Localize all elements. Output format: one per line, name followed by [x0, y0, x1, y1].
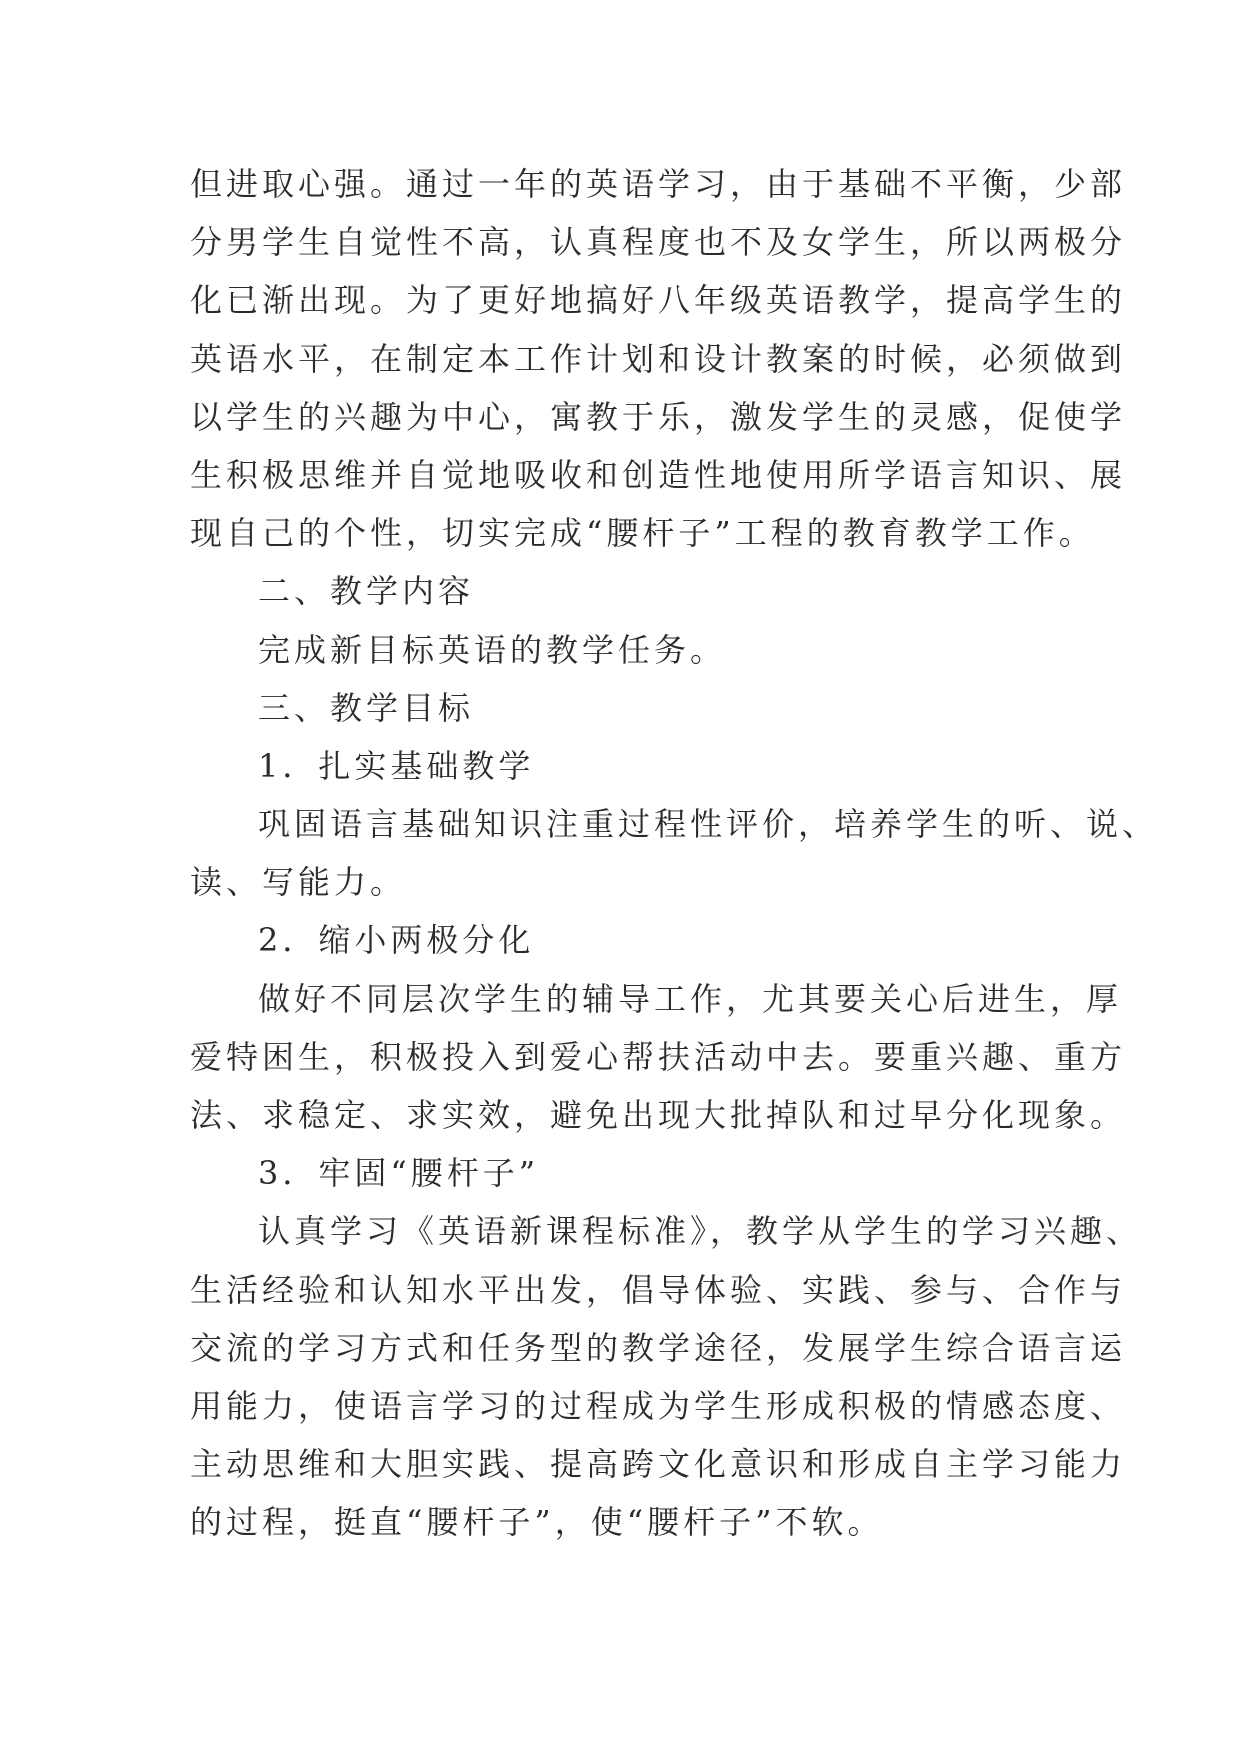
- paragraph-line: 交流的学习方式和任务型的教学途径，发展学生综合语言运: [190, 1328, 1127, 1367]
- section-heading-teaching-content: 二、教学内容: [258, 572, 475, 611]
- subheading-narrow-gap: 2．缩小两极分化: [258, 921, 535, 960]
- paragraph-line: 但进取心强。通过一年的英语学习，由于基础不平衡，少部: [190, 165, 1127, 203]
- paragraph-line: 读、写能力。: [190, 863, 407, 902]
- paragraph-line: 认真学习《英语新课程标准》，教学从学生的学习兴趣、: [258, 1212, 1143, 1251]
- subheading-backbone: 3．牢固“腰杆子”: [258, 1154, 540, 1193]
- document-body: [190, 155, 1159, 1552]
- section-heading-teaching-goals: 三、教学目标: [258, 688, 475, 727]
- paragraph-line: 做好不同层次学生的辅导工作，尤其要关心后进生，厚: [258, 979, 1123, 1018]
- paragraph-line: 化已渐出现。为了更好地搞好八年级英语教学，提高学生的: [190, 281, 1127, 320]
- paragraph-line: 法、求稳定、求实效，避免出现大批掉队和过早分化现象。: [190, 1096, 1127, 1134]
- paragraph-line: 用能力，使语言学习的过程成为学生形成积极的情感态度、: [190, 1386, 1127, 1425]
- subheading-basics: 1．扎实基础教学: [258, 746, 535, 785]
- paragraph-line: 的过程，挺直“腰杆子”，使“腰杆子”不软。: [190, 1503, 884, 1542]
- paragraph-line: 以学生的兴趣为中心，寓教于乐，激发学生的灵感，促使学: [190, 397, 1127, 436]
- paragraph-line: 生活经验和认知水平出发，倡导体验、实践、参与、合作与: [190, 1270, 1127, 1309]
- paragraph-line: 英语水平，在制定本工作计划和设计教案的时候，必须做到: [190, 339, 1127, 378]
- paragraph-line: 生积极思维并自觉地吸收和创造性地使用所学语言知识、展: [190, 455, 1127, 494]
- paragraph-line: 巩固语言基础知识注重过程性评价，培养学生的听、说、: [258, 805, 1159, 844]
- paragraph-line: 分男学生自觉性不高，认真程度也不及女学生，所以两极分: [190, 223, 1127, 262]
- paragraph-line: 完成新目标英语的教学任务。: [258, 630, 727, 669]
- paragraph-line: 现自己的个性，切实完成“腰杆子”工程的教育教学工作。: [190, 514, 1095, 553]
- paragraph-line: 爱特困生，积极投入到爱心帮扶活动中去。要重兴趣、重方: [190, 1037, 1127, 1076]
- paragraph-line: 主动思维和大胆实践、提高跨文化意识和形成自主学习能力: [190, 1445, 1127, 1484]
